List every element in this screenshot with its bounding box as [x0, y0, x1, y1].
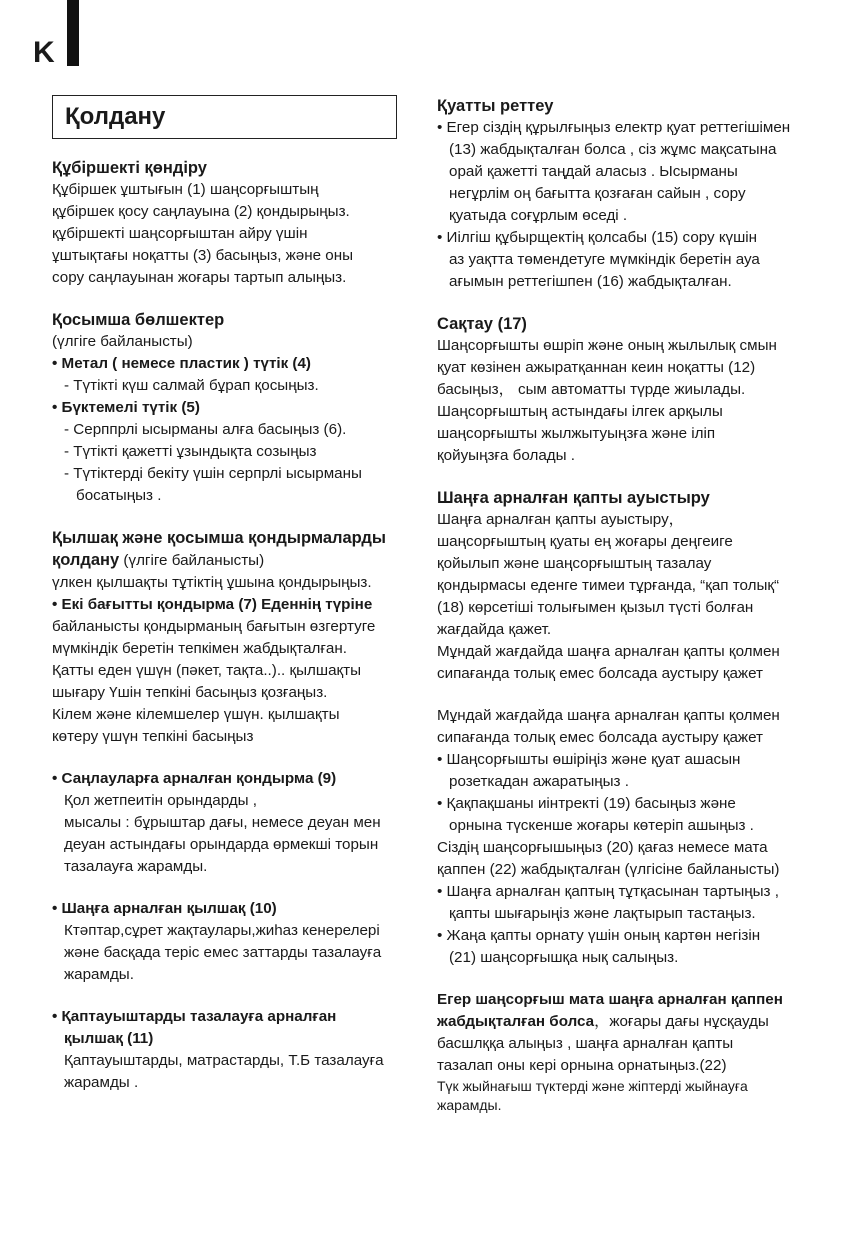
cloth-bag-title-2: жабдықталған болса [437, 1013, 595, 1030]
storage-block [437, 313, 807, 467]
text-line: және басқада теріс емес заттарды тазалауға [64, 944, 382, 961]
text-line: негұрлім оң бағытта қозғаған сайын , сору [449, 185, 746, 202]
brushes-model-note: (үлгіге байланысты) [119, 552, 265, 569]
text-line: шығару Үшін тепкіні басыңыз қозғаңыз. [52, 684, 328, 701]
text-line: жағдайда қажет. [437, 621, 552, 638]
text-line: басыңыз， сым автоматты түрде жиылады. [437, 381, 746, 398]
bag-steps-block [437, 705, 807, 969]
brushes-title-2: қолдану [52, 551, 120, 569]
text-line: көтеру үшүн тепкіні басыңыз [52, 728, 254, 745]
text-line: мүмкіндік беретін тепкімен жабдықталған. [52, 640, 347, 657]
text-line: • Екі бағытты қондырма (7) Еденнің түріне [52, 596, 373, 613]
text-line: • Жаңа қапты орнату үшін оның картөн негізін [437, 927, 761, 944]
dust-brush-block [52, 898, 412, 986]
text-line: • Шаңсорғышты өшіріңіз және қуат ашасын [437, 751, 741, 768]
text-line: (21) шаңсорғышқа нық салыңыз. [449, 949, 679, 966]
language-letter: K [33, 36, 55, 69]
telescopic-item: • Бүктемелі түтік (5) [52, 399, 200, 416]
hose-title: Құбіршекті қөндіру [52, 159, 207, 177]
text-line: Сіздің шаңсорғышыңыз (20) қағаз немесе мата [437, 839, 768, 856]
text-line: үлкен қылшақты тұтіктің ұшына қондырыңыз. [52, 574, 372, 591]
text-line: басшлққа алыңыз , шаңға арналған қапты [437, 1035, 734, 1052]
storage-title: Сақтау (17) [437, 315, 527, 333]
telescopic-sub: - Серппрлі ысырманы алға басыңыз (6). [64, 421, 347, 438]
dust-brush-title: • Шаңға арналған қылшақ (10) [52, 900, 277, 917]
text-line: • Шаңға арналған қаптың тұтқасынан тартыңыз , [437, 883, 779, 900]
brushes-block [52, 527, 412, 748]
text-line: Қатты еден үшүн (пәкет, тақта..).. қылшақты [52, 662, 362, 679]
metal-tube-sub: - Түтікті күш салмай бұрап қосыңыз. [64, 377, 319, 394]
text-line: Түк жыйнағыш түктерді және жіптерді жыйнауға [437, 1078, 748, 1094]
text-line: орай қажетті таңдай аласыз . Ысырманы [449, 163, 738, 180]
section-title: Қолдану [52, 95, 397, 139]
text-line: қапты шығарыңіз және лақтырып тастаңыз. [449, 905, 756, 922]
text-line: Шаңсорғышты өшріп және оның жылылық смын [437, 337, 777, 354]
text-line: розеткадан ажаратыңыз . [449, 773, 629, 790]
upholstery-title-2: қылшақ (11) [64, 1030, 154, 1047]
upholstery-title: • Қаптауыштарды тазалауға арналған [52, 1008, 337, 1025]
crevice-block [52, 768, 412, 878]
text-line: Қаптауыштарды, матрастарды, Т.Б тазалауға [64, 1052, 384, 1069]
accessories-block [52, 309, 412, 507]
text-line: Құбіршек ұштығын (1) шаңсорғыштың [52, 181, 319, 198]
text-line: Шаңға арналған қапты ауыстыру， [437, 511, 684, 528]
hose-block [52, 157, 412, 289]
text-line: сипағанда толық емес болсада аустыру қажет [437, 665, 763, 682]
text-line: қуатыда соғұрлым өседі . [449, 207, 628, 224]
text-line: шаңсорғыштың қуаты ең жоғары деңгеиге [437, 533, 733, 550]
text-line: • Егер сіздің құрылғыңыз електр қуат реттегішімен [437, 119, 791, 136]
model-note: (үлгіге байланысты) [52, 333, 193, 350]
text-line: ағымын реттегішпен (16) жабдықталған. [449, 273, 732, 290]
text-line: шаңсорғышты жылжытуыңзға және іліп [437, 425, 716, 442]
text-line: қуат көзінен ажыратқаннан кеин ноқатты (12) [437, 359, 756, 376]
bag-change-title: Шаңға арналған қапты ауыстыру [437, 489, 710, 507]
telescopic-sub: - Түтікті қажетті ұзындықта созыңыз [64, 443, 317, 460]
bag-change-block [437, 487, 807, 685]
text-line: сипағанда толық емес болсада аустыру қажет [437, 729, 763, 746]
text-line: сору саңлауынан жоғары тартып алыңыз. [52, 269, 347, 286]
brushes-title: Қылшақ және қосымша қондырмаларды [52, 529, 386, 547]
text-line: жарамды. [64, 966, 134, 983]
text-line: тазалап оны кері орнына орнатыңыз.(22) [437, 1057, 727, 1074]
telescopic-sub: - Түтіктерді бекіту үшін серпрлі ысырманы [64, 465, 362, 482]
telescopic-sub: босатыңыз . [76, 487, 162, 504]
text-line: Кілем және кілемшелер үшүн. қылшақты [52, 706, 340, 723]
text-line: • Қақпақшаны иінтректі (19) басыңыз және [437, 795, 736, 812]
text-line: қондырмасы еденге тимеи тұрғанда, “қап толық“ [437, 577, 780, 594]
text-line: деуан астындағы орындарда өрмекші торын [64, 836, 379, 853]
power-block [437, 95, 807, 293]
text-line: орнына түскенше жоғары көтеріп ашыңыз . [449, 817, 754, 834]
accessories-title: Қосымша бөлшектер [52, 311, 225, 329]
text-line: қойуыңзға болады . [437, 447, 575, 464]
text-line: жарамды. [437, 1097, 502, 1113]
text-line: тазалауға жарамды. [64, 858, 208, 875]
text-line: Мұндай жағдайда шаңға арналған қапты қолмен [437, 643, 780, 660]
crevice-title: • Саңлауларға арналған қондырма (9) [52, 770, 337, 787]
cloth-bag-block [437, 989, 807, 1115]
text-line: Қол жетпеитін орындарды , [64, 792, 258, 809]
text-line: мысалы : бұрыштар дағы, немесе деуан мен [64, 814, 381, 831]
cloth-bag-title: Егер шаңсорғыш мата шаңға арналған қаппен [437, 991, 783, 1008]
text-line: • Иілгіш құбырщектің қолсабы (15) сору күшін [437, 229, 758, 246]
text-line: жарамды . [64, 1074, 139, 1091]
text-line: ұштықтағы ноқатты (3) басыңыз, және оны [52, 247, 354, 264]
text-line: қаппен (22) жабдықталған (үлгісіне байланысты) [437, 861, 780, 878]
text-line: құбіршек қосу саңлауына (2) қондырыңыз. [52, 203, 350, 220]
text-line: қойылып және шаңсорғыштың тазалау [437, 555, 712, 572]
text-line: байланысты қондырманың бағытын өзгертуге [52, 618, 376, 635]
power-title: Қуатты реттеу [437, 97, 554, 115]
text-line: Мұндай жағдайда шаңға арналған қапты қолмен [437, 707, 780, 724]
left-column [52, 95, 412, 1114]
text-line: аз уақтта төмендетуге мүмкіндік беретін ауа [449, 251, 760, 268]
text-line: Шаңсорғыштың астындағы ілгек арқылы [437, 403, 723, 420]
text-line: (13) жабдықталған болса , сіз жұмс мақсатына [449, 141, 777, 158]
metal-tube-item: • Метал ( немесе пластик ) түтік (4) [52, 355, 311, 372]
upholstery-block [52, 1006, 412, 1094]
cloth-bag-title-rest: ，жоғары дағы нұсқауды [594, 1013, 769, 1030]
text-line: Ктәптар,сұрет жақтаулары,жиһаз кенерелері [64, 922, 380, 939]
text-line: құбіршекті шаңсорғыштан айру үшін [52, 225, 308, 242]
text-line: (18) көрсетіші толығымен қызыл түсті болған [437, 599, 754, 616]
right-column [437, 95, 807, 1135]
header-bar [67, 0, 79, 66]
